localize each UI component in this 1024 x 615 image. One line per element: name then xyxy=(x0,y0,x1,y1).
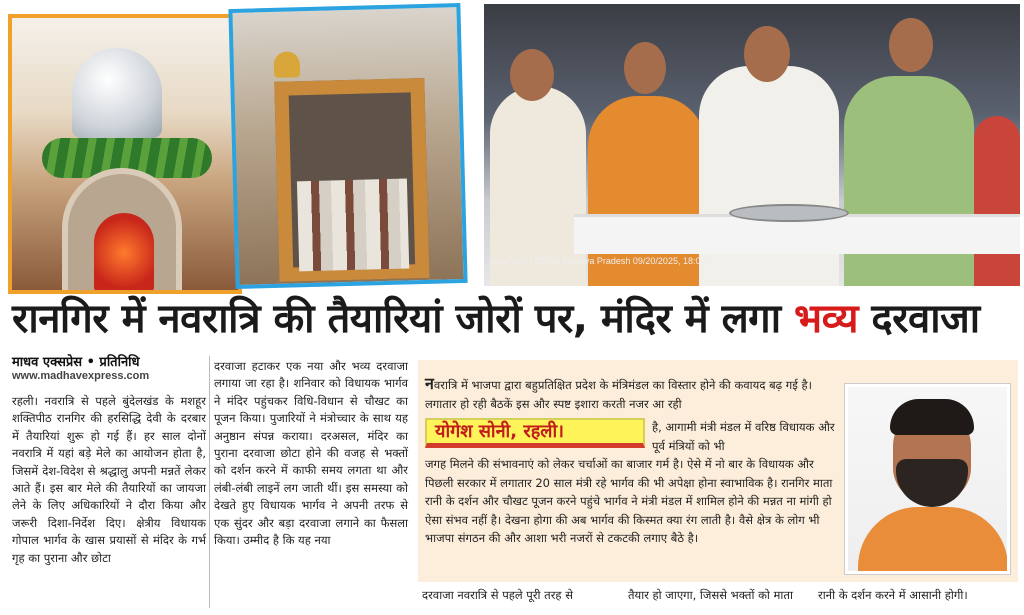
temple-bell xyxy=(274,51,301,78)
politician-portrait xyxy=(845,384,1010,574)
devotees-inside xyxy=(297,178,409,271)
headline-part1: रानगिर में नवरात्रि की तैयारियां जोरों पर, मंदिर में लगा xyxy=(12,296,794,342)
side-story-text2: है, आगामी मंत्री मंडल में वरिष्ठ विधायक और पूर्व मंत्रियों को भी xyxy=(652,420,835,453)
ceremony-photo xyxy=(484,4,1020,286)
reporter-tag: योगेश सोनी, रहली। xyxy=(425,418,645,448)
side-story-text1: वरात्रि में भाजपा द्वारा बहुप्रतिक्षित प्रदेश के मंत्रिमंडल का विस्तार होने की कवायद बढ़ गई है। लगातार हो रही बैठकें इस और स्पष्ट इशारा करती नजर आ रही xyxy=(425,378,813,411)
portrait-kurta xyxy=(858,507,1008,574)
deity-idol xyxy=(94,213,154,293)
dropcap: न xyxy=(425,374,434,393)
continuation-3: रानी के दर्शन करने में आसानी होगी। xyxy=(818,588,968,602)
portrait-beard xyxy=(896,459,968,507)
headline xyxy=(12,294,1016,344)
headline-highlight: भव्य xyxy=(794,296,858,342)
headline-part2: दरवाजा xyxy=(858,296,980,342)
side-story-intro xyxy=(425,375,840,413)
byline: माधव एक्सप्रेस • प्रतिनिधि xyxy=(12,355,140,370)
article-column-2: दरवाजा हटाकर एक नया और भव्य दरवाजा लगाया जा रहा है। शनिवार को विधायक भार्गव ने मंदिर पहुंचकर विधि-विधान से चौखट का पूजन किया। पुजारियों ने मंत्रोच्चार के साथ यह अनुष्ठान संपन्न कराया। दरअसल, मंदिर का पुराना दरवाजा छोटा होने की वजह से भक्तों को दर्शन करने में काफी समय लगता था और लंबी-लंबी लाइनें लग जाती थीं। इस समस्या को देखते हुए विधायक भार्गव ने अपनी तरफ से एक सुंदर और बड़ा दरवाजा लगाने का फैसला किया। उम्मीद है कि यह नया xyxy=(214,359,408,548)
temple-dome xyxy=(72,48,162,138)
continuation-1: दरवाजा नवरात्रि से पहले पूरी तरह से xyxy=(422,588,573,602)
person-2-head xyxy=(624,42,666,94)
website-link[interactable]: www.madhavexpress.com xyxy=(12,370,150,382)
person-3-head xyxy=(744,26,790,82)
temple-door-photo xyxy=(228,3,467,289)
temple-idol-photo xyxy=(8,14,242,294)
person-4-head xyxy=(889,18,933,72)
article-column-1: रहली। नवरात्रि से पहले बुंदेलखंड के मशहूर शक्तिपीठ रानगिर की हरसिद्धि देवी के दरबार में तैयारियां शुरू हो गई हैं। हर साल दोनों नवरात्रि में यहां बड़े मेले का आयोजन होता है, जिसमें देश-विदेश से श्रद्धालु अपनी मन्नतें लेकर आते हैं। इस बार मेले की तैयारियों का जायजा लेने के लिए अधिकारियों ने दौरा किया और जरूरी दिशा-निर्देश दिए। क्षेत्रीय विधायक गोपाल भार्गव के खास प्रयासों से मंदिर के गर्भ गृह का पुराना और छोटा xyxy=(12,394,206,565)
portrait-hair xyxy=(890,399,974,435)
photo-caption: vivo V40 | ZEISS Madhya Pradesh 09/20/2025, 18:06 xyxy=(492,256,706,266)
side-story-text3: जगह मिलने की संभावनाएं को लेकर चर्चाओं का बाजार गर्म है। ऐसे में नो बार के विधायक और पिछली सरकार में लगातार 20 साल मंत्री रहे भार्गव की भी अपेक्षा होना स्वाभाविक है। रानगिर माता रानी के दर्शन और चौखट पूजन करने पहुंचे भार्गव ने मंत्री मंडल में शामिल होने की मन्नत ना मांगी हो ऐसा संभव नहीं है। देखना होगा की अब भार्गव की किस्मत क्या रंग लाती है। वैसे क्षेत्र के लोग भी भाजपा संगठन की और आशा भरी नजरों से टकटकी लगाए बैठे है। xyxy=(425,457,833,546)
person-5 xyxy=(974,116,1020,286)
person-1-head xyxy=(510,49,554,101)
continuation-2: तैयार हो जाएगा, जिससे भक्तों को माता xyxy=(628,588,793,602)
puja-plate xyxy=(729,204,849,222)
column-divider xyxy=(209,356,210,608)
person-4 xyxy=(844,76,974,286)
